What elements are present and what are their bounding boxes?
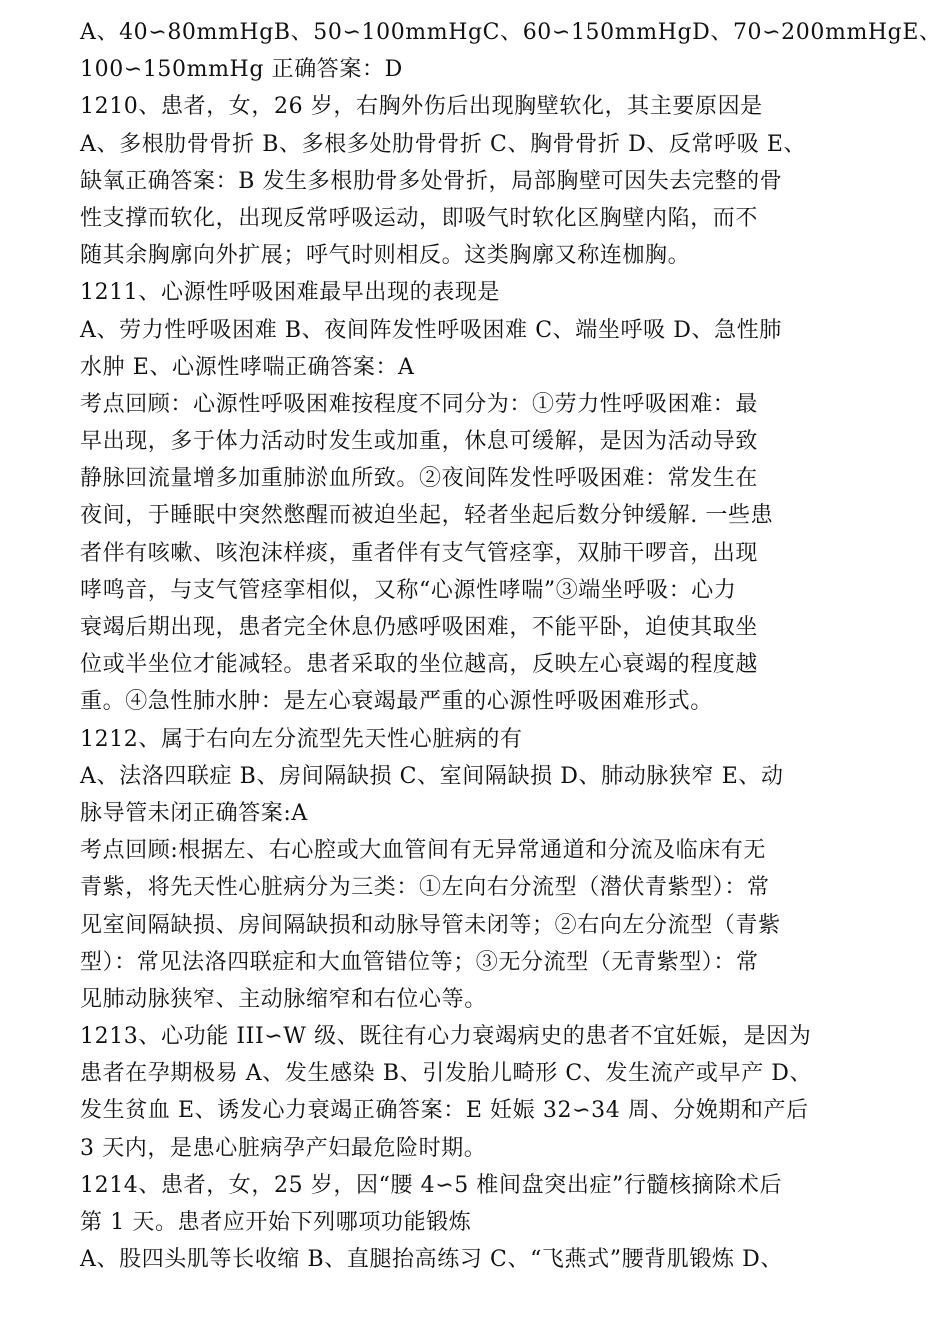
text-line: 型）：常见法洛四联症和大血管错位等；③无分流型（无青紫型）：常	[80, 949, 759, 975]
question-1214-options: A、股四头肌等长收缩 B、直腿抬高练习 C、“飞燕式”腰背肌锻炼 D、	[80, 1247, 784, 1273]
text-line: 位或半坐位才能减轻。患者采取的坐位越高，反映左心衰竭的程度越	[80, 652, 759, 678]
text-line: 见肺动脉狭窄、主动脉缩窄和右位心等。	[80, 986, 487, 1012]
text-line: 性支撑而软化，出现反常呼吸运动，即吸气时软化区胸壁内陷，而不	[80, 205, 759, 231]
text-line: 者伴有咳嗽、咳泡沫样痰，重者伴有支气管痉挛，双肺干啰音，出现	[80, 540, 759, 566]
text-line: 缺氧正确答案：B 发生多根肋骨多处骨折，局部胸壁可因失去完整的骨	[80, 168, 783, 194]
text-line: 第 1 天。患者应开始下列哪项功能锻炼	[80, 1210, 472, 1235]
review-1212: 考点回顾:根据左、右心腔或大血管间有无异常通道和分流及临床有无	[80, 838, 767, 864]
text-line: 脉导管未闭正确答案:A	[80, 800, 308, 826]
text-line: 发生贫血 E、诱发心力衰竭正确答案：E 妊娠 32∽34 周、分娩期和产后	[80, 1098, 809, 1124]
text-line: 青紫，将先天性心脏病分为三类：①左向右分流型（潜伏青紫型）：常	[80, 875, 770, 901]
text-line: 随其余胸廓向外扩展；呼气时则相反。这类胸廓又称连枷胸。	[80, 243, 691, 269]
text-line: A、40∽80mmHgB、50∽100mmHgC、60∽150mmHgD、70∽200mmHgE、	[80, 20, 942, 45]
text-line: 静脉回流量增多加重肺淤血所致。②夜间阵发性呼吸困难：常发生在	[80, 466, 759, 492]
text-line: 重。④急性肺水肿：是左心衰竭最严重的心源性呼吸困难形式。	[80, 689, 713, 715]
text-line: 见室间隔缺损、房间隔缺损和动脉导管未闭等；②右向左分流型（青紫	[80, 912, 781, 938]
question-1210-options: A、多根肋骨骨折 B、多根多处肋骨骨折 C、胸骨骨折 D、反常呼吸 E、	[80, 131, 807, 157]
text-line: 100∽150mmHg 正确答案：D	[80, 57, 403, 83]
question-1212-options: A、法洛四联症 B、房间隔缺损 C、室间隔缺损 D、肺动脉狭窄 E、动	[80, 763, 784, 789]
text-line: 衰竭后期出现，患者完全休息仍感呼吸困难，不能平卧，迫使其取坐	[80, 615, 759, 640]
text-line: 夜间，于睡眠中突然憋醒而被迫坐起，轻者坐起后数分钟缓解. 一些患	[80, 503, 774, 529]
text-line: 3 天内，是患心脏病孕产妇最危险时期。	[80, 1135, 487, 1161]
question-1213-stem: 1213、心功能 III∽W 级、既往有心力衰竭病史的患者不宜妊娠，是因为	[80, 1024, 812, 1050]
question-1210-stem: 1210、患者，女，26 岁，右胸外伤后出现胸壁软化，其主要原因是	[80, 94, 763, 120]
text-line: 早出现，多于体力活动时发生或加重，休息可缓解，是因为活动导致	[80, 429, 759, 455]
document-page	[80, 14, 942, 1278]
review-1211: 考点回顾：心源性呼吸困难按程度不同分为：①劳力性呼吸困难：最	[80, 391, 759, 417]
text-line: 哮鸣音，与支气管痉挛相似，又称“心源性哮喘”③端坐呼吸：心力	[80, 577, 737, 603]
question-1211-stem: 1211、心源性呼吸困难最早出现的表现是	[80, 280, 500, 306]
question-1212-stem: 1212、属于右向左分流型先天性心脏病的有	[80, 726, 523, 752]
text-line: 水肿 E、心源性哮喘正确答案：A	[80, 354, 415, 380]
question-1214-stem: 1214、患者，女，25 岁，因“腰 4∽5 椎间盘突出症”行髓核摘除术后	[80, 1172, 783, 1198]
question-1213-options: 患者在孕期极易 A、发生感染 B、引发胎儿畸形 C、发生流产或早产 D、	[80, 1061, 813, 1087]
question-1211-options: A、劳力性呼吸困难 B、夜间阵发性呼吸困难 C、端坐呼吸 D、急性肺	[80, 317, 782, 343]
